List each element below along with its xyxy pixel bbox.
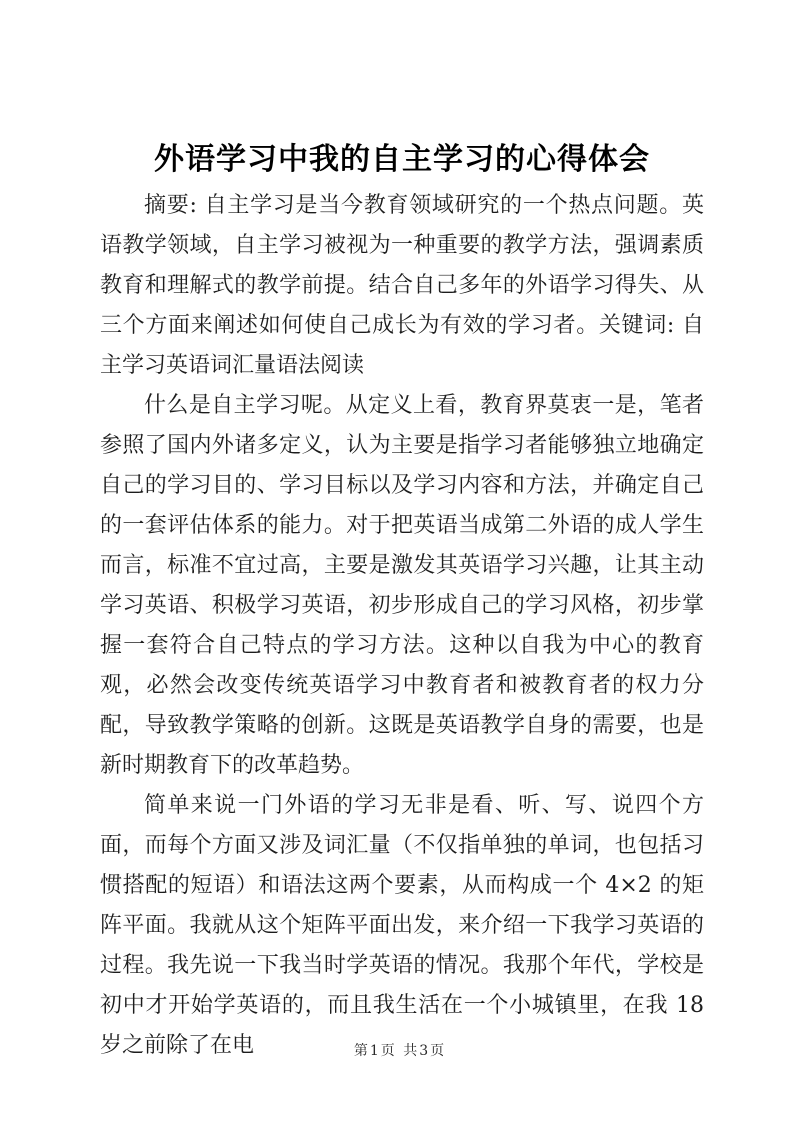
- page-title: 外语学习中我的自主学习的心得体会: [154, 142, 650, 177]
- document-content: [100, 140, 704, 1066]
- paragraph-abstract: 摘要: 自主学习是当今教育领域研究的一个热点问题。英语教学领域，自主学习被视为一种重要的教学方法，强调素质教育和理解式的教学前提。结合自己多年的外语学习得失、从三个方面来阐述如何使自己成长为有效的学习者。关键词: 自主学习英语词汇量语法阅读: [100, 193, 704, 378]
- page-number-indicator: 第1页 共3页: [353, 1043, 447, 1059]
- paragraph-body-2: 简单来说一门外语的学习无非是看、听、写、说四个方面，而每个方面又涉及词汇量（不仅指单独的单词，也包括习惯搭配的短语）和语法这两个要素，从而构成一个 4×2 的矩阵平面。我就从这个矩阵平面出发，来介绍一下我学习英语的过程。我先说一下我当时学英语的情况。我那个年代，学校是初中才开始学英语的，而且我生活在一个小城镇里，在我 18 岁之前除了在电: [100, 793, 704, 1058]
- paragraph-body-1: 什么是自主学习呢。从定义上看，教育界莫衷一是，笔者参照了国内外诸多定义，认为主要是指学习者能够独立地确定自己的学习目的、学习目标以及学习内容和方法，并确定自己的一套评估体系的能力。对于把英语当成第二外语的成人学生而言，标准不宜过高，主要是激发其英语学习兴趣，让其主动学习英语、积极学习英语，初步形成自己的学习风格，初步掌握一套符合自己特点的学习方法。这种以自我为中心的教育观，必然会改变传统英语学习中教育者和被教育者的权力分配，导致教学策略的创新。这既是英语教学自身的需要，也是新时期教育下的改革趋势。: [100, 393, 704, 778]
- page-footer: [0, 1040, 800, 1060]
